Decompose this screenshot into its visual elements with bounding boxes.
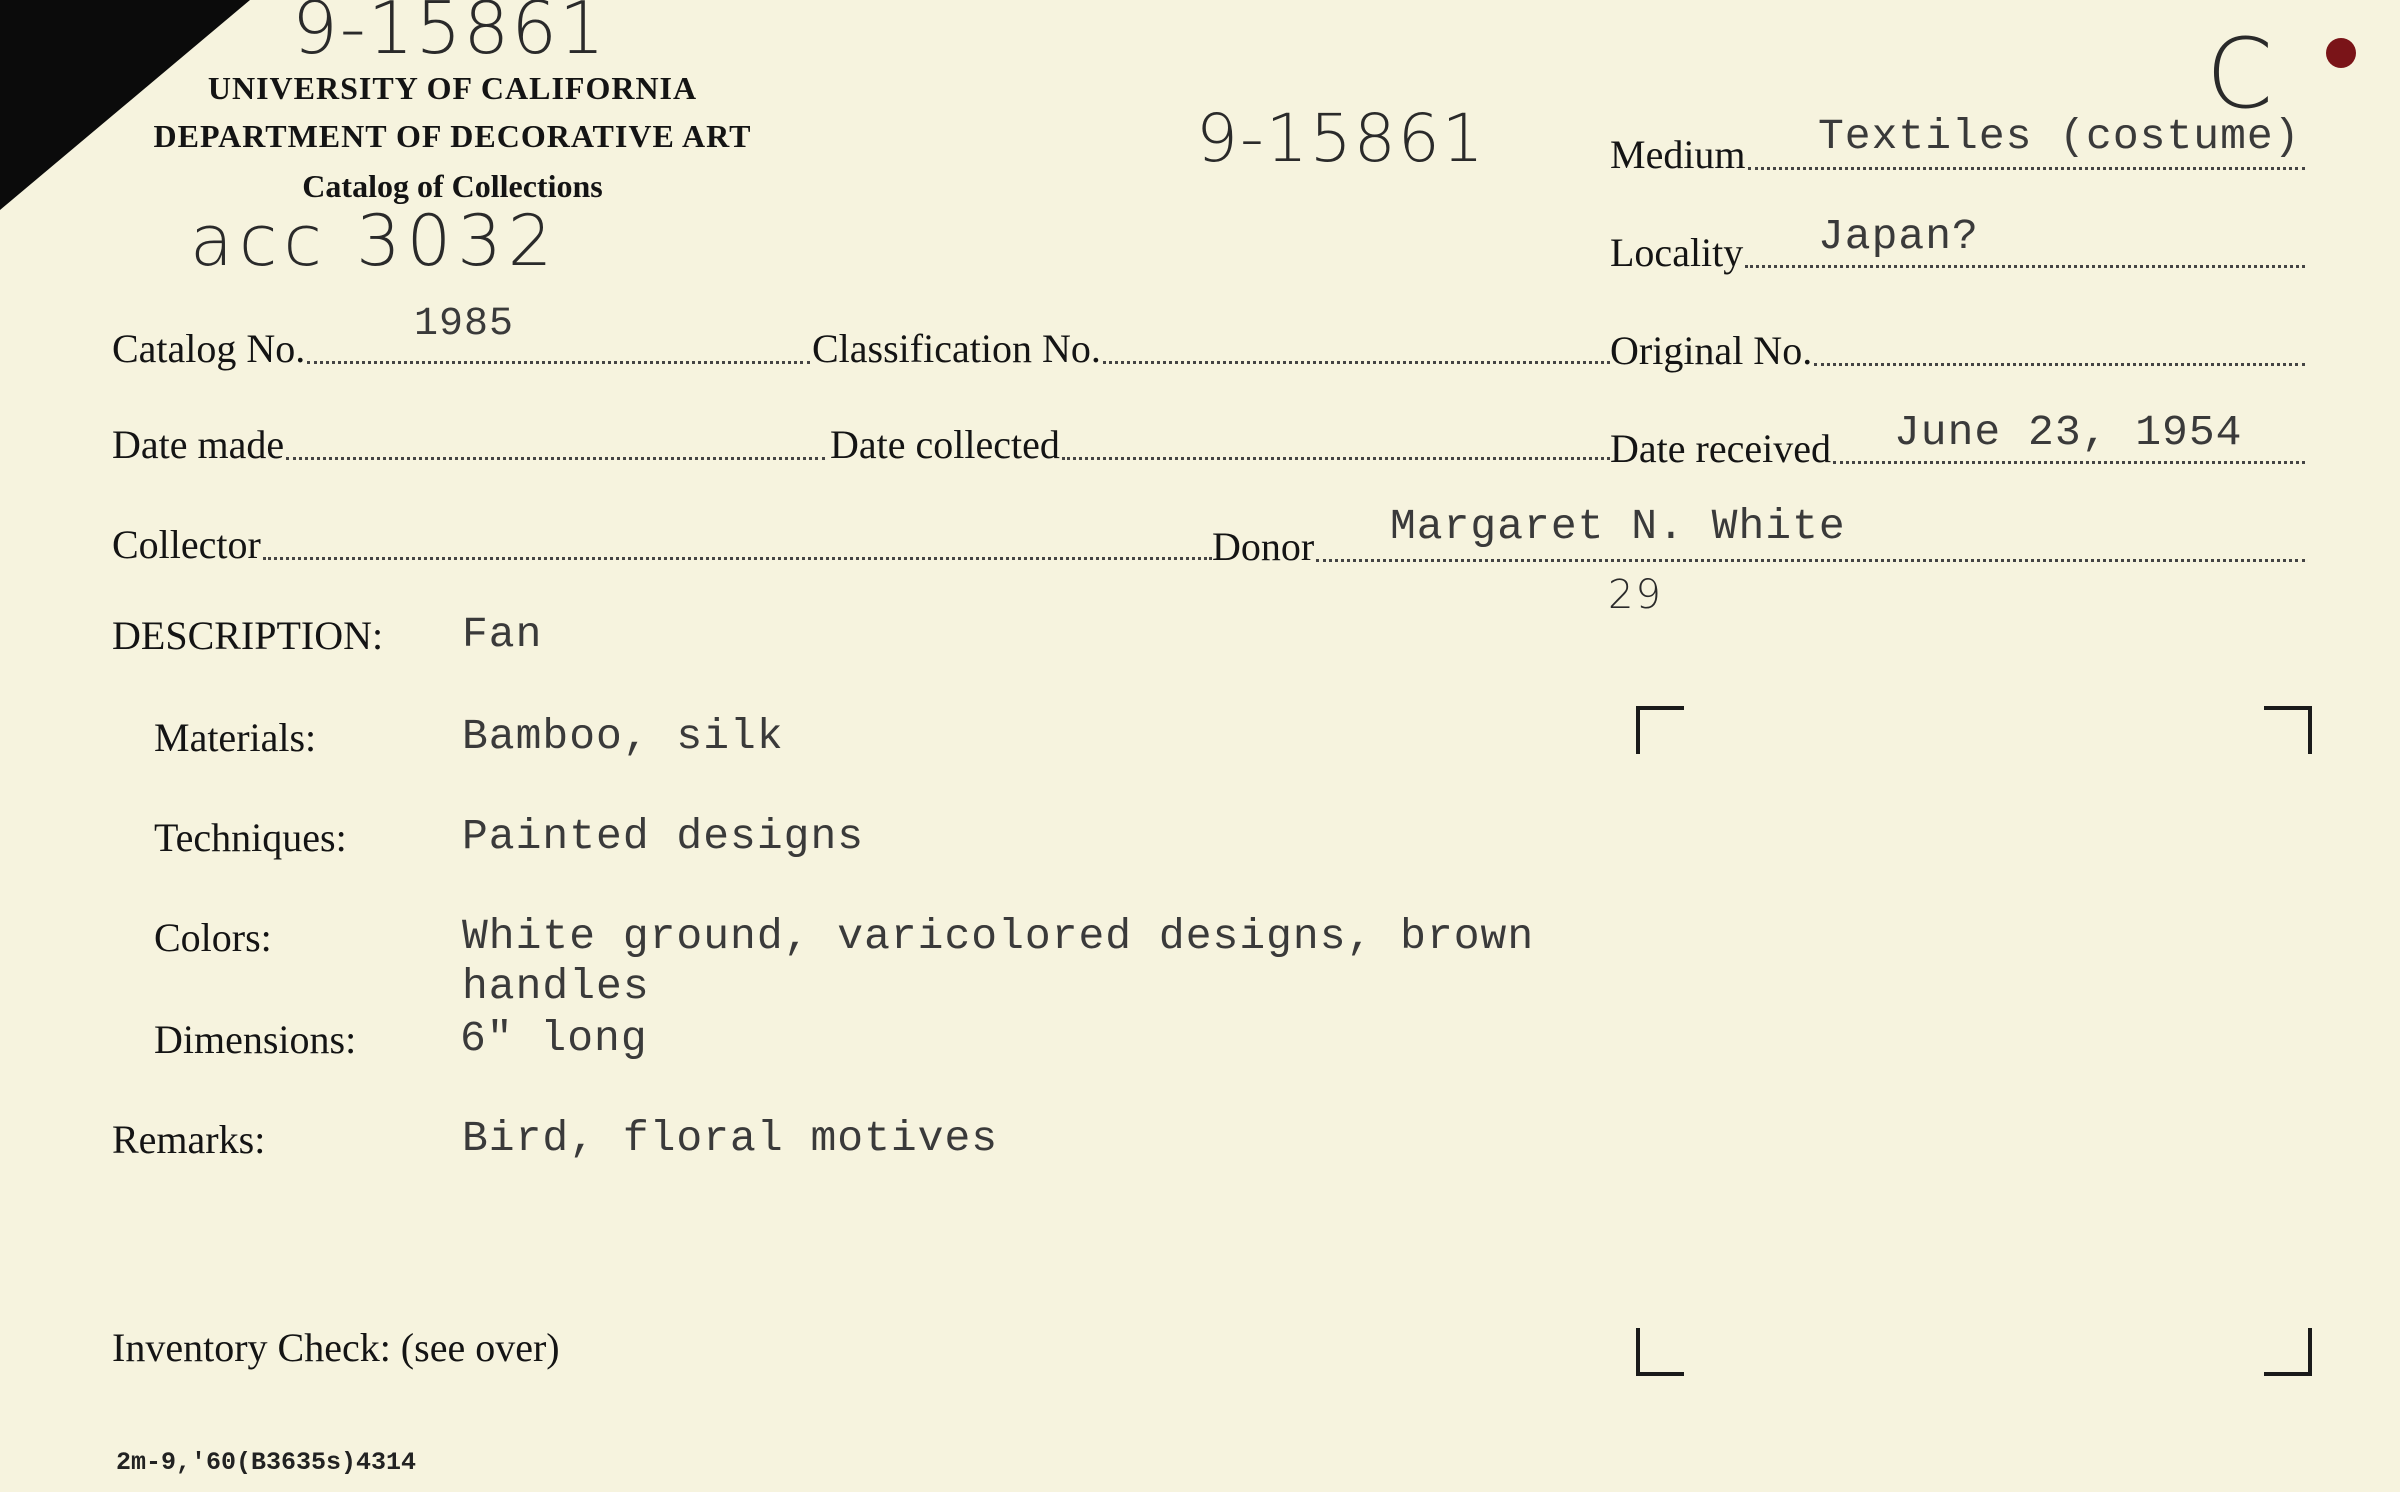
footer-print-code: 2m-9,'60(B3635s)4314	[116, 1448, 417, 1477]
collector-dotted-line	[263, 555, 1212, 560]
dimensions-value: 6" long	[460, 1014, 648, 1063]
date-received-label: Date received	[1610, 426, 1831, 471]
catalog-no-value: 1985	[414, 302, 515, 347]
materials-value: Bamboo, silk	[462, 712, 784, 761]
date-collected-label: Date collected	[830, 422, 1060, 467]
date-collected-field	[830, 418, 1610, 468]
techniques-label: Techniques:	[154, 815, 347, 860]
date-made-label: Date made	[112, 422, 285, 467]
date-collected-dotted-line	[1062, 455, 1610, 460]
photo-bracket-bottom-left	[1636, 1328, 1684, 1376]
techniques-value: Painted designs	[462, 812, 865, 861]
original-no-dotted-line	[1814, 361, 2305, 366]
classification-no-label: Classification No.	[812, 326, 1101, 371]
medium-value: Textiles (costume)	[1818, 112, 2301, 161]
photo-bracket-top-left	[1636, 706, 1684, 754]
header-department: DEPARTMENT OF DECORATIVE ART	[153, 118, 752, 154]
original-no-field	[1610, 324, 2305, 374]
date-received-value: June 23, 1954	[1894, 408, 2243, 457]
classification-no-field	[812, 322, 1610, 372]
date-made-dotted-line	[286, 455, 825, 460]
medium-dotted-line	[1748, 165, 2305, 170]
dimensions-label: Dimensions:	[154, 1017, 357, 1062]
donor-dotted-line	[1316, 557, 2305, 562]
materials-label: Materials:	[154, 715, 317, 760]
locality-label: Locality	[1610, 230, 1744, 275]
catalog-no-dotted-line	[307, 359, 810, 364]
date-received-dotted-line	[1833, 459, 2305, 464]
remarks-value: Bird, floral motives	[462, 1114, 999, 1163]
handwritten-accession: acc 3032	[190, 200, 559, 282]
header-university: UNIVERSITY OF CALIFORNIA	[207, 70, 698, 106]
photo-bracket-bottom-right	[2264, 1328, 2312, 1376]
donor-label: Donor	[1212, 524, 1315, 569]
handwritten-small-number: 29	[1608, 572, 1663, 618]
description-value: Fan	[462, 610, 543, 659]
donor-value: Margaret N. White	[1390, 502, 1846, 551]
date-made-field	[112, 418, 825, 468]
handwritten-top-number: 9-15861	[292, 0, 607, 70]
colors-label: Colors:	[154, 915, 272, 960]
collector-field	[112, 518, 1212, 568]
colors-value-line1: White ground, varicolored designs, brown	[462, 912, 1535, 961]
locality-dotted-line	[1745, 263, 2305, 268]
red-ink-dot	[2326, 38, 2356, 68]
photo-bracket-top-right	[2264, 706, 2312, 754]
inventory-check: Inventory Check: (see over)	[112, 1325, 560, 1370]
catalog-no-label: Catalog No.	[112, 326, 306, 371]
colors-value-line2: handles	[462, 962, 650, 1011]
medium-label: Medium	[1610, 132, 1746, 177]
header-subtitle: Catalog of Collections	[302, 168, 603, 204]
remarks-label: Remarks:	[112, 1117, 266, 1162]
classification-no-dotted-line	[1103, 359, 1610, 364]
handwritten-mark-c: C	[2206, 18, 2276, 130]
description-label: DESCRIPTION:	[112, 613, 384, 658]
original-no-label: Original No.	[1610, 328, 1813, 373]
handwritten-center-number: 9-15861	[1196, 100, 1486, 177]
collector-label: Collector	[112, 522, 261, 567]
locality-value: Japan?	[1818, 212, 1979, 261]
